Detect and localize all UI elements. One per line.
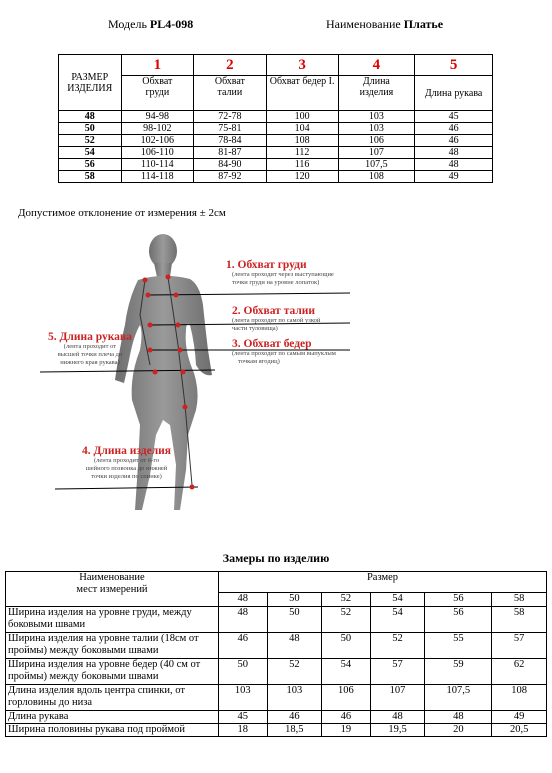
table-cell: 120 xyxy=(266,171,338,183)
table-cell: 116 xyxy=(266,159,338,171)
table-cell: 46 xyxy=(415,123,493,135)
table-cell: 107 xyxy=(370,685,425,711)
column-header: Обхват груди xyxy=(121,76,194,111)
table-cell: 48 xyxy=(425,711,492,724)
table-cell: 103 xyxy=(267,685,322,711)
table-row xyxy=(59,123,493,135)
hips-label xyxy=(232,338,336,366)
waist-label xyxy=(232,305,320,333)
measurements-table xyxy=(5,571,547,737)
table-cell: 50 xyxy=(219,659,268,685)
table-cell: 57 xyxy=(492,633,547,659)
table-cell: 84-90 xyxy=(194,159,267,171)
table-row xyxy=(59,159,493,171)
table-cell: 54 xyxy=(322,659,371,685)
table-cell: 100 xyxy=(266,111,338,123)
table-row xyxy=(59,135,493,147)
size-column-header: 58 xyxy=(492,593,547,607)
table-cell: 75-81 xyxy=(194,123,267,135)
table-cell: 56 xyxy=(425,607,492,633)
table-cell: 52 xyxy=(267,659,322,685)
model-heading xyxy=(108,17,193,32)
sleeve-desc-1: (лента проходит от xyxy=(63,343,117,350)
size-cell: 48 xyxy=(59,111,122,123)
size-table xyxy=(58,54,493,183)
table-cell: 50 xyxy=(267,607,322,633)
column-number: 1 xyxy=(121,55,194,76)
size-cell: 58 xyxy=(59,171,122,183)
column-header: Длина рукава xyxy=(415,76,493,111)
table-row xyxy=(6,607,547,633)
table-cell: 55 xyxy=(425,633,492,659)
table-cell: 57 xyxy=(370,659,425,685)
size-corner-label: РАЗМЕР ИЗДЕЛИЯ xyxy=(67,71,113,94)
name-heading xyxy=(326,17,443,32)
column-header: Длина изделия xyxy=(338,76,415,111)
table-cell: 108 xyxy=(492,685,547,711)
sleeve-desc-2: высшей точки плеча до xyxy=(57,351,123,358)
table-cell: 50 xyxy=(322,633,371,659)
table-cell: 18 xyxy=(219,724,268,737)
table-cell: 98-102 xyxy=(121,123,194,135)
size-column-header: 56 xyxy=(425,593,492,607)
table-cell: 19,5 xyxy=(370,724,425,737)
column-number: 3 xyxy=(266,55,338,76)
length-desc-1: (лента проходит от 6-го xyxy=(93,457,160,464)
table-row xyxy=(6,724,547,737)
table-cell: 18,5 xyxy=(267,724,322,737)
table-cell: 112 xyxy=(266,147,338,159)
table-cell: 49 xyxy=(492,711,547,724)
table-cell: 46 xyxy=(219,633,268,659)
size-cell: 56 xyxy=(59,159,122,171)
chest-desc-2: точки груди на уровне лопаток) xyxy=(232,279,320,286)
length-desc-2: шейного позвонка до нижней xyxy=(85,465,168,472)
size-corner-header xyxy=(59,55,122,111)
table-cell: 103 xyxy=(219,685,268,711)
length-desc-3: точки изделия по спинке) xyxy=(91,473,162,480)
measure-name: Длина рукава xyxy=(6,711,219,724)
measure-name: Ширина изделия на уровне бедер (40 см от проймы) между боковыми швами xyxy=(6,659,219,685)
size-cell: 52 xyxy=(59,135,122,147)
table-cell: 72-78 xyxy=(194,111,267,123)
table-cell: 52 xyxy=(322,607,371,633)
measure-name: Ширина изделия на уровне груди, между боковыми швами xyxy=(6,607,219,633)
measurements-title: Замеры по изделию xyxy=(222,551,330,565)
measurement-figure xyxy=(0,225,552,525)
table-cell: 103 xyxy=(338,111,415,123)
table-cell: 48 xyxy=(415,147,493,159)
table-cell: 58 xyxy=(492,607,547,633)
table-cell: 107,5 xyxy=(425,685,492,711)
waist-desc-2: части туловища) xyxy=(232,325,278,332)
size-column-header: 52 xyxy=(322,593,371,607)
column-number: 2 xyxy=(194,55,267,76)
table-cell: 48 xyxy=(415,159,493,171)
table-cell: 20,5 xyxy=(492,724,547,737)
name-header-line-1: Наименование xyxy=(79,572,145,583)
table-row xyxy=(59,147,493,159)
table-cell: 102-106 xyxy=(121,135,194,147)
table-cell: 54 xyxy=(370,607,425,633)
table-cell: 52 xyxy=(370,633,425,659)
table-cell: 45 xyxy=(415,111,493,123)
size-column-header: 54 xyxy=(370,593,425,607)
length-label xyxy=(82,445,171,481)
column-number: 4 xyxy=(338,55,415,76)
waist-desc-1: (лента проходит по самой узкой xyxy=(232,317,321,324)
size-cell: 54 xyxy=(59,147,122,159)
hips-desc-1: (лента проходит по самым выпуклым xyxy=(232,350,336,357)
table-cell: 108 xyxy=(338,171,415,183)
chest-label xyxy=(226,259,334,287)
table-cell: 106-110 xyxy=(121,147,194,159)
size-column-header: 50 xyxy=(267,593,322,607)
table-cell: 108 xyxy=(266,135,338,147)
name-header-line-2: мест измерений xyxy=(76,584,148,595)
measure-name: Длина изделия вдоль центра спинки, от горловины до низа xyxy=(6,685,219,711)
model-label: Модель xyxy=(108,17,147,31)
table-cell: 48 xyxy=(219,607,268,633)
table-cell: 114-118 xyxy=(121,171,194,183)
table-cell: 62 xyxy=(492,659,547,685)
table-cell: 49 xyxy=(415,171,493,183)
size-column-header: 48 xyxy=(219,593,268,607)
name-column-header xyxy=(6,572,219,607)
table-cell: 106 xyxy=(322,685,371,711)
table-cell: 48 xyxy=(370,711,425,724)
sleeve-desc-3: нижнего края рукава) xyxy=(60,359,120,366)
table-cell: 46 xyxy=(415,135,493,147)
size-cell: 50 xyxy=(59,123,122,135)
table-cell: 87-92 xyxy=(194,171,267,183)
table-cell: 48 xyxy=(267,633,322,659)
table-cell: 19 xyxy=(322,724,371,737)
column-header: Обхват бедер I. xyxy=(266,76,338,111)
measure-name: Ширина изделия на уровне талии (18см от проймы) между боковыми швами xyxy=(6,633,219,659)
length-heading: 4. Длина изделия xyxy=(82,445,172,457)
size-header: Размер xyxy=(219,572,547,593)
table-cell: 103 xyxy=(338,123,415,135)
hips-desc-2: точкам ягодиц) xyxy=(238,358,280,365)
chest-desc-1: (лента проходит через выступающие xyxy=(232,271,334,278)
table-cell: 110-114 xyxy=(121,159,194,171)
chest-heading: 1. Обхват груди xyxy=(226,259,307,271)
table-row xyxy=(59,171,493,183)
table-cell: 104 xyxy=(266,123,338,135)
measure-name: Ширина половины рукава под проймой xyxy=(6,724,219,737)
hips-heading: 3. Обхват бедер xyxy=(232,338,312,350)
table-cell: 20 xyxy=(425,724,492,737)
waist-heading: 2. Обхват талии xyxy=(232,305,316,317)
table-cell: 107 xyxy=(338,147,415,159)
name-value: Платье xyxy=(403,17,444,31)
name-label: Наименование xyxy=(326,17,401,31)
sleeve-label xyxy=(48,331,132,367)
table-cell: 107,5 xyxy=(338,159,415,171)
model-value: PL4-098 xyxy=(149,17,194,31)
table-cell: 106 xyxy=(338,135,415,147)
table-cell: 81-87 xyxy=(194,147,267,159)
sleeve-heading: 5. Длина рукава xyxy=(48,331,132,343)
table-row xyxy=(6,685,547,711)
table-cell: 46 xyxy=(322,711,371,724)
column-header: Обхват талии xyxy=(194,76,267,111)
column-number: 5 xyxy=(415,55,493,76)
table-cell: 46 xyxy=(267,711,322,724)
table-row xyxy=(6,659,547,685)
table-cell: 94-98 xyxy=(121,111,194,123)
table-cell: 78-84 xyxy=(194,135,267,147)
tolerance-note: Допустимое отклонение от измерения ± 2см xyxy=(18,207,226,219)
table-row xyxy=(6,711,547,724)
table-row xyxy=(6,633,547,659)
table-cell: 59 xyxy=(425,659,492,685)
table-cell: 45 xyxy=(219,711,268,724)
table-row xyxy=(59,111,493,123)
